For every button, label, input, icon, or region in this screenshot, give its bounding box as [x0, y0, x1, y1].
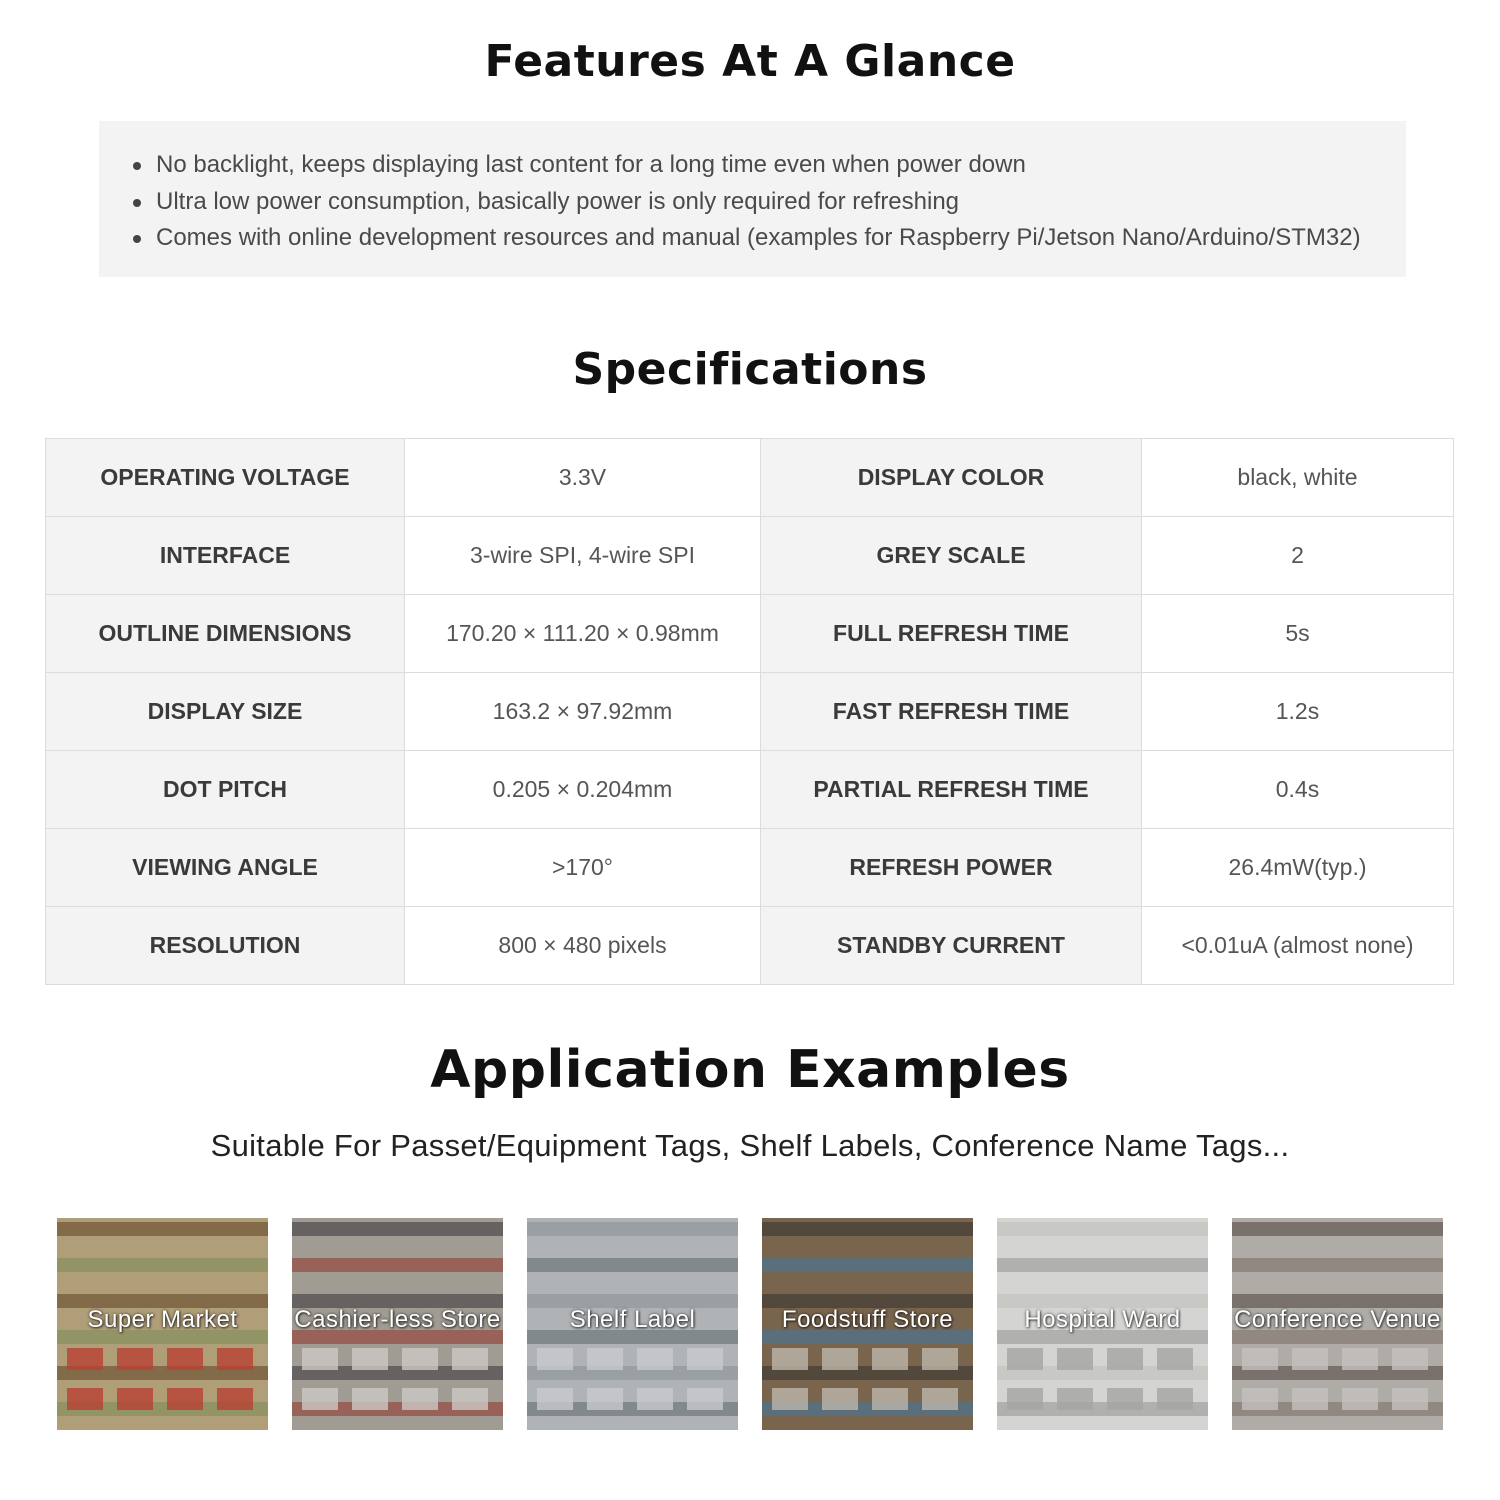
spec-value: black, white — [1142, 439, 1454, 517]
spec-value: 800 × 480 pixels — [405, 907, 761, 985]
feature-item: Comes with online development resources and manual (examples for Raspberry Pi/Jetson Nano/Arduino/STM32) — [129, 220, 1406, 257]
spec-row — [46, 751, 1454, 829]
spec-row — [46, 829, 1454, 907]
spec-label: VIEWING ANGLE — [46, 829, 405, 907]
spec-value: 163.2 × 97.92mm — [405, 673, 761, 751]
spec-value: 26.4mW(typ.) — [1142, 829, 1454, 907]
spec-label: OPERATING VOLTAGE — [46, 439, 405, 517]
spec-label: INTERFACE — [46, 517, 405, 595]
specifications-title: Specifications — [572, 344, 928, 395]
application-label: Super Market — [87, 1306, 238, 1333]
application-label: Conference Venue — [1234, 1306, 1441, 1333]
application-label: Cashier-less Store — [294, 1306, 501, 1333]
spec-label: STANDBY CURRENT — [761, 907, 1142, 985]
application-tile — [1232, 1218, 1443, 1430]
application-label: Hospital Ward — [1024, 1306, 1181, 1333]
application-tile — [762, 1218, 973, 1430]
applications-title: Application Examples — [430, 1040, 1070, 1100]
spec-row — [46, 517, 1454, 595]
specifications-table — [45, 438, 1454, 985]
spec-label: DISPLAY SIZE — [46, 673, 405, 751]
spec-value: 5s — [1142, 595, 1454, 673]
application-gallery — [57, 1218, 1447, 1430]
spec-label: RESOLUTION — [46, 907, 405, 985]
feature-item: Ultra low power consumption, basically power is only required for refreshing — [129, 184, 1406, 221]
application-tile — [292, 1218, 503, 1430]
spec-label: REFRESH POWER — [761, 829, 1142, 907]
features-title: Features At A Glance — [484, 36, 1016, 87]
spec-value: 0.205 × 0.204mm — [405, 751, 761, 829]
spec-value: 3.3V — [405, 439, 761, 517]
spec-row — [46, 439, 1454, 517]
spec-value: 1.2s — [1142, 673, 1454, 751]
spec-value: 2 — [1142, 517, 1454, 595]
application-label: Shelf Label — [569, 1306, 696, 1333]
spec-label: DOT PITCH — [46, 751, 405, 829]
application-tile — [57, 1218, 268, 1430]
application-tile — [527, 1218, 738, 1430]
spec-label: PARTIAL REFRESH TIME — [761, 751, 1142, 829]
spec-value: >170° — [405, 829, 761, 907]
spec-label: OUTLINE DIMENSIONS — [46, 595, 405, 673]
spec-value: 170.20 × 111.20 × 0.98mm — [405, 595, 761, 673]
applications-subtitle: Suitable For Passet/Equipment Tags, Shelf Labels, Conference Name Tags... — [210, 1128, 1290, 1163]
spec-row — [46, 673, 1454, 751]
feature-item: No backlight, keeps displaying last content for a long time even when power down — [129, 147, 1406, 184]
application-tile — [997, 1218, 1208, 1430]
spec-row — [46, 595, 1454, 673]
features-box — [99, 121, 1406, 277]
spec-label: FULL REFRESH TIME — [761, 595, 1142, 673]
spec-row — [46, 907, 1454, 985]
spec-label: DISPLAY COLOR — [761, 439, 1142, 517]
spec-value: <0.01uA (almost none) — [1142, 907, 1454, 985]
application-label: Foodstuff Store — [781, 1306, 954, 1333]
spec-label: GREY SCALE — [761, 517, 1142, 595]
features-list — [129, 147, 1406, 257]
spec-value: 0.4s — [1142, 751, 1454, 829]
spec-value: 3-wire SPI, 4-wire SPI — [405, 517, 761, 595]
spec-label: FAST REFRESH TIME — [761, 673, 1142, 751]
